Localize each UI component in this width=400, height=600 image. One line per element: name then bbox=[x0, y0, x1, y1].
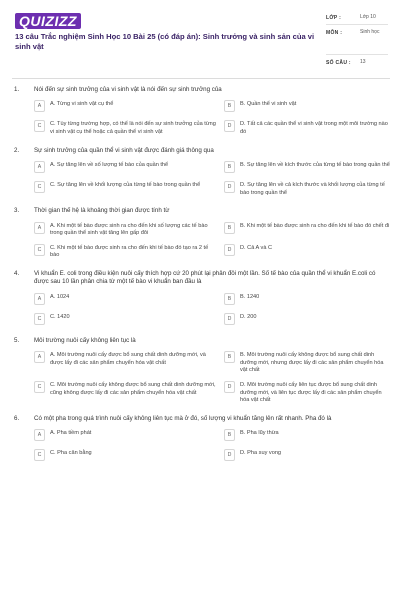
question-number: 4. bbox=[14, 269, 20, 277]
worksheet-header bbox=[0, 0, 400, 78]
option-letter-box: C bbox=[34, 244, 45, 256]
question-text: Môi trường nuôi cấy không liên tục là bbox=[34, 336, 136, 344]
option-text: C. Khi một tế bào được sinh ra cho đến khi tế bào đó tạo ra 2 tế bào bbox=[50, 244, 209, 259]
option-d[interactable] bbox=[224, 120, 392, 136]
option-text: D. Môi trường nuôi cấy liên tục được bổ sung chất dinh dưỡng mới, và liên tục được lấy đi các sản phẩm chuyển hóa vật chất bbox=[240, 381, 382, 404]
options-grid bbox=[34, 100, 388, 136]
meta-subject-label: MÔN : bbox=[326, 30, 343, 36]
meta-count-value: 13 bbox=[360, 59, 366, 65]
option-letter-box: D bbox=[224, 449, 235, 461]
option-text: B. Môi trường nuôi cấy không được bổ sung chất dinh dưỡng mới, nhưng được lấy đi các sản phẩm chuyển hóa vật chất bbox=[240, 352, 384, 374]
options-grid bbox=[34, 222, 390, 260]
question-text: Sự sinh trưởng của quần thể vi sinh vật được đánh giá thông qua bbox=[34, 146, 214, 154]
meta-subject-row bbox=[326, 29, 388, 55]
option-letter-box: C bbox=[34, 120, 45, 132]
question-number: 6. bbox=[14, 414, 20, 422]
option-text: A. Pha tiềm phát bbox=[50, 430, 92, 437]
question-list bbox=[0, 86, 400, 473]
option-letter-box: C bbox=[34, 381, 45, 393]
option-text: C. Tùy từng trường hợp, có thể là nói đến sự sinh trưởng của từng vi sinh vật cụ thể hoặc cả quần thể vi sinh vật bbox=[50, 121, 216, 135]
option-d[interactable] bbox=[224, 313, 392, 327]
header-divider bbox=[12, 78, 390, 79]
option-text: B. Khi một tế bào được sinh ra cho đến khi tế bào đó chết đi bbox=[240, 222, 390, 229]
option-d[interactable] bbox=[224, 244, 392, 260]
option-letter-box: D bbox=[224, 244, 235, 256]
options-grid bbox=[34, 293, 384, 327]
option-text: B. Pha lũy thừa bbox=[240, 430, 279, 437]
question-5 bbox=[0, 337, 400, 405]
option-letter-box: B bbox=[224, 100, 235, 112]
question-4 bbox=[0, 270, 400, 327]
option-letter-box: A bbox=[34, 429, 45, 441]
option-letter-box: D bbox=[224, 313, 235, 325]
option-a[interactable] bbox=[34, 429, 218, 443]
option-text: C. Môi trường nuôi cấy không được bổ sung chất dinh dưỡng mới, cũng không được lấy đi các sản phẩm chuyển hóa vật chất bbox=[50, 381, 216, 396]
option-letter-box: D bbox=[224, 381, 235, 393]
option-a[interactable] bbox=[34, 351, 218, 375]
question-2 bbox=[0, 147, 400, 198]
option-text: C. Sự tăng lên về khối lượng của từng tế bào trong quần thể bbox=[50, 182, 201, 188]
option-letter-box: A bbox=[34, 293, 45, 305]
option-letter-box: C bbox=[34, 313, 45, 325]
question-text: Nói đến sự sinh trưởng của vi sinh vật là nói đến sự sinh trưởng của bbox=[34, 86, 222, 93]
option-b[interactable] bbox=[224, 429, 392, 443]
option-c[interactable] bbox=[34, 244, 218, 260]
option-b[interactable] bbox=[224, 222, 392, 238]
meta-subject-value: Sinh học bbox=[360, 29, 380, 35]
option-c[interactable] bbox=[34, 181, 218, 197]
option-letter-box: A bbox=[34, 222, 45, 234]
question-3 bbox=[0, 207, 400, 260]
option-c[interactable] bbox=[34, 120, 218, 136]
options-grid bbox=[34, 351, 384, 405]
option-text: D. 200 bbox=[240, 313, 257, 320]
option-letter-box: B bbox=[224, 293, 235, 305]
option-text: A. Khi một tế bào được sinh ra cho đến khi số lượng các tế bào trong quần thể sinh vật tăng lên gấp đôi bbox=[50, 222, 208, 237]
option-text: B. Sự tăng lên về kích thước của từng tế bào trong quần thể bbox=[240, 162, 390, 168]
worksheet-meta bbox=[326, 14, 388, 69]
question-text: Vi khuẩn E. coli trong điều kiện nuôi cấy thích hợp cứ 20 phút lại phân đôi một lần. Số tế bào của quần thể vi khuẩn E.coli có được sau 10 lần phân chia từ một tế bào vi khuẩn ban đầu là bbox=[34, 269, 376, 286]
option-b[interactable] bbox=[224, 161, 392, 175]
options-grid bbox=[34, 161, 390, 197]
question-text: Thời gian thế hệ là khoảng thời gian được tính từ bbox=[34, 207, 170, 215]
meta-count-label: SỐ CÂU : bbox=[326, 60, 351, 66]
option-a[interactable] bbox=[34, 161, 218, 175]
option-a[interactable] bbox=[34, 100, 218, 114]
meta-count-row bbox=[326, 59, 388, 69]
question-number: 3. bbox=[14, 207, 20, 215]
meta-class-row bbox=[326, 14, 388, 25]
option-text: C. Pha cân bằng bbox=[50, 450, 92, 457]
option-c[interactable] bbox=[34, 381, 218, 405]
option-letter-box: A bbox=[34, 100, 45, 112]
option-letter-box: B bbox=[224, 429, 235, 441]
option-b[interactable] bbox=[224, 293, 392, 307]
option-letter-box: B bbox=[224, 351, 235, 363]
question-number: 2. bbox=[14, 146, 20, 154]
logo-text: QUIZIZZ bbox=[15, 13, 81, 29]
option-text: D. Pha suy vong bbox=[240, 450, 282, 457]
option-text: A. Sự tăng lên về số lượng tế bào của quần thể bbox=[50, 162, 169, 168]
option-letter-box: C bbox=[34, 449, 45, 461]
option-text: C. 1420 bbox=[50, 313, 70, 320]
option-letter-box: B bbox=[224, 222, 235, 234]
option-text: B. 1240 bbox=[240, 293, 260, 300]
option-d[interactable] bbox=[224, 181, 392, 197]
option-d[interactable] bbox=[224, 449, 392, 463]
meta-class-label: LỚP : bbox=[326, 15, 342, 21]
question-1 bbox=[0, 86, 400, 137]
option-d[interactable] bbox=[224, 381, 392, 405]
option-text: B. Quần thể vi sinh vật bbox=[240, 101, 297, 108]
option-letter-box: A bbox=[34, 351, 45, 363]
option-text: D. Cả A và C bbox=[240, 244, 273, 251]
options-grid bbox=[34, 429, 384, 463]
option-letter-box: D bbox=[224, 181, 235, 193]
question-6 bbox=[0, 415, 400, 463]
option-b[interactable] bbox=[224, 351, 392, 375]
option-letter-box: A bbox=[34, 161, 45, 173]
option-text: A. Môi trường nuôi cấy được bổ sung chất dinh dưỡng mới, và được lấy đi các sản phẩm chuyển hóa vật chất bbox=[50, 352, 206, 366]
option-text: D. Sự tăng lên về cả kích thước và khối lượng của từng tế bào trong quần thể bbox=[240, 182, 385, 196]
quizizz-logo bbox=[15, 12, 81, 30]
option-text: A. 1024 bbox=[50, 293, 70, 300]
option-c[interactable] bbox=[34, 449, 218, 463]
option-a[interactable] bbox=[34, 222, 218, 238]
meta-class-value: Lớp 10 bbox=[360, 14, 376, 20]
option-a[interactable] bbox=[34, 293, 218, 307]
option-c[interactable] bbox=[34, 313, 218, 327]
question-text: Có một pha trong quá trình nuôi cấy không liên tục mà ở đó, số lượng vi khuẩn tăng lên rất nhanh. Pha đó là bbox=[34, 414, 332, 422]
question-number: 1. bbox=[14, 86, 20, 93]
option-text: D. Tất cả các quần thể vi sinh vật trong một môi trường nào đó bbox=[240, 121, 388, 135]
option-letter-box: D bbox=[224, 120, 235, 132]
option-b[interactable] bbox=[224, 100, 392, 114]
question-number: 5. bbox=[14, 336, 20, 344]
option-letter-box: B bbox=[224, 161, 235, 173]
option-letter-box: C bbox=[34, 181, 45, 193]
worksheet-title: 13 câu Trắc nghiệm Sinh Học 10 Bài 25 (có đáp án): Sinh trưởng và sinh sản của vi sinh vật bbox=[15, 32, 315, 51]
option-text: A. Từng vi sinh vật cụ thể bbox=[50, 101, 114, 108]
